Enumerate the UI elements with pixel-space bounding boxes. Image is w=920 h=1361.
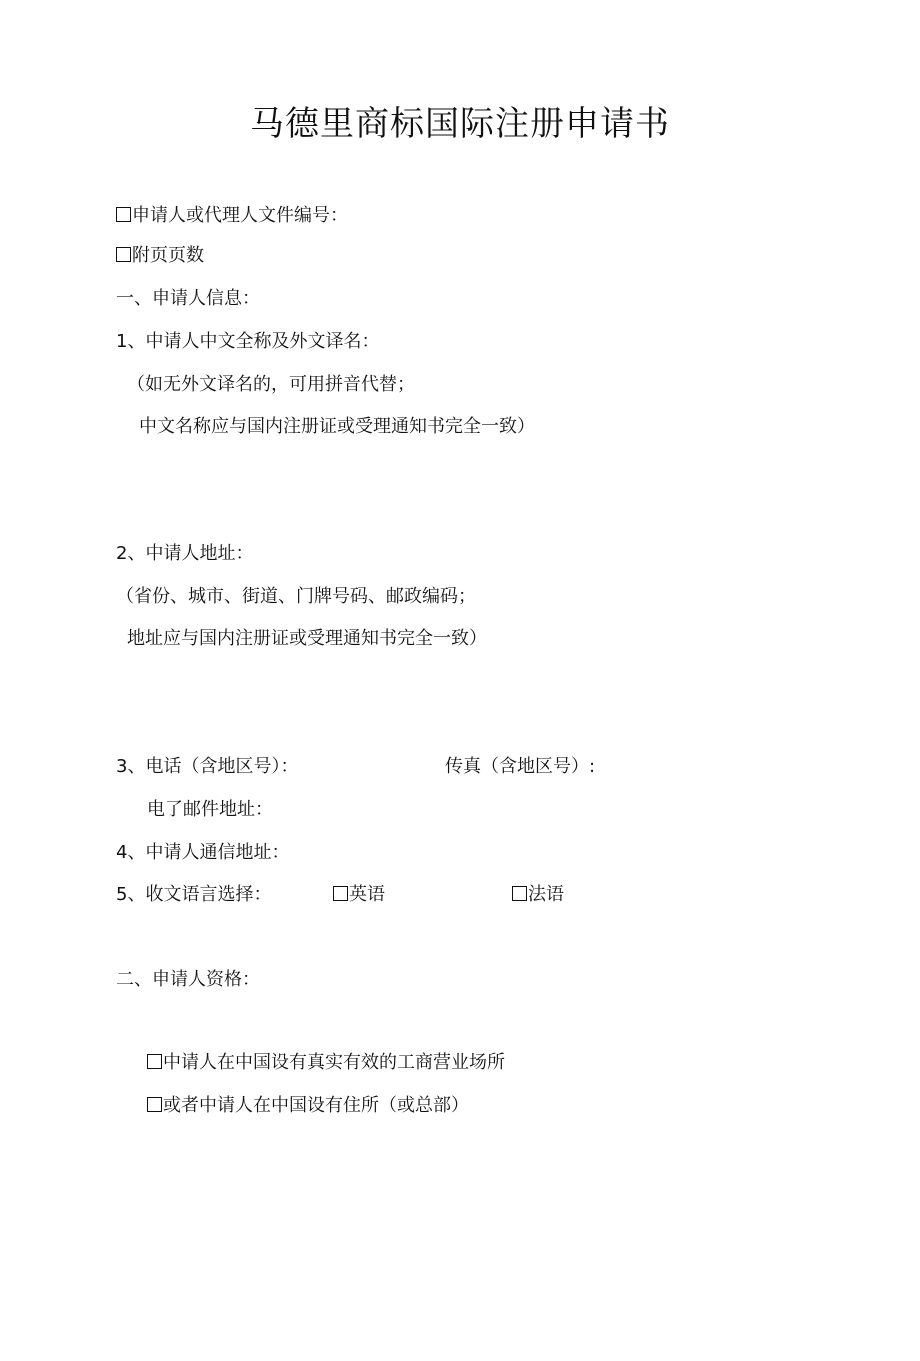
english-label: 英语 [349,884,385,905]
french-checkbox[interactable] [512,886,527,901]
attachment-pages-label: 附页页数 [132,245,204,266]
applicant-name-note-1: （如无外文译名的，可用拼音代替； [127,374,415,395]
email-label: 电了邮件地址： [147,799,273,820]
english-checkbox[interactable] [333,886,348,901]
page-title: 马德里商标国际注册申请书 [250,104,670,144]
section1-heading: 一、申请人信息： [116,288,260,309]
phone-label: 3、电话（含地区号）： [116,756,299,777]
french-label: 法语 [528,884,564,905]
applicant-address-note-2: 地址应与国内注册证或受理通知书完全一致） [127,628,487,649]
qualification-checkbox-1[interactable] [147,1054,162,1069]
language-option-french[interactable] [512,882,564,908]
section2-heading: 二、申请人资格： [116,969,260,990]
language-option-english[interactable] [333,882,385,908]
qualification-label-1: 中请人在中国设有真实有效的工商营业场所 [163,1052,505,1073]
qualification-label-2: 或者中请人在中国设有住所（或总部） [163,1095,469,1116]
applicant-name-label: 1、中请人中文全称及外文译名： [116,331,380,352]
qualification-option-1[interactable] [147,1050,505,1076]
applicant-address-note-1: （省份、城市、街道、门牌号码、邮政编码； [116,586,476,607]
mailing-address-label: 4、中请人通信地址： [116,842,290,863]
file-number-row [116,203,348,229]
language-label: 5、收文语言选择： [116,884,272,905]
file-number-checkbox[interactable] [116,207,131,222]
attachment-pages-row [116,243,204,269]
file-number-label: 申请人或代理人文件编号： [132,205,348,226]
applicant-name-note-2: 中文名称应与国内注册证或受理通知书完全一致） [139,416,535,437]
qualification-option-2[interactable] [147,1093,469,1119]
attachment-pages-checkbox[interactable] [116,247,131,262]
fax-label: 传真（含地区号）: [445,756,596,777]
applicant-address-label: 2、中请人地址： [116,543,254,564]
qualification-checkbox-2[interactable] [147,1097,162,1112]
